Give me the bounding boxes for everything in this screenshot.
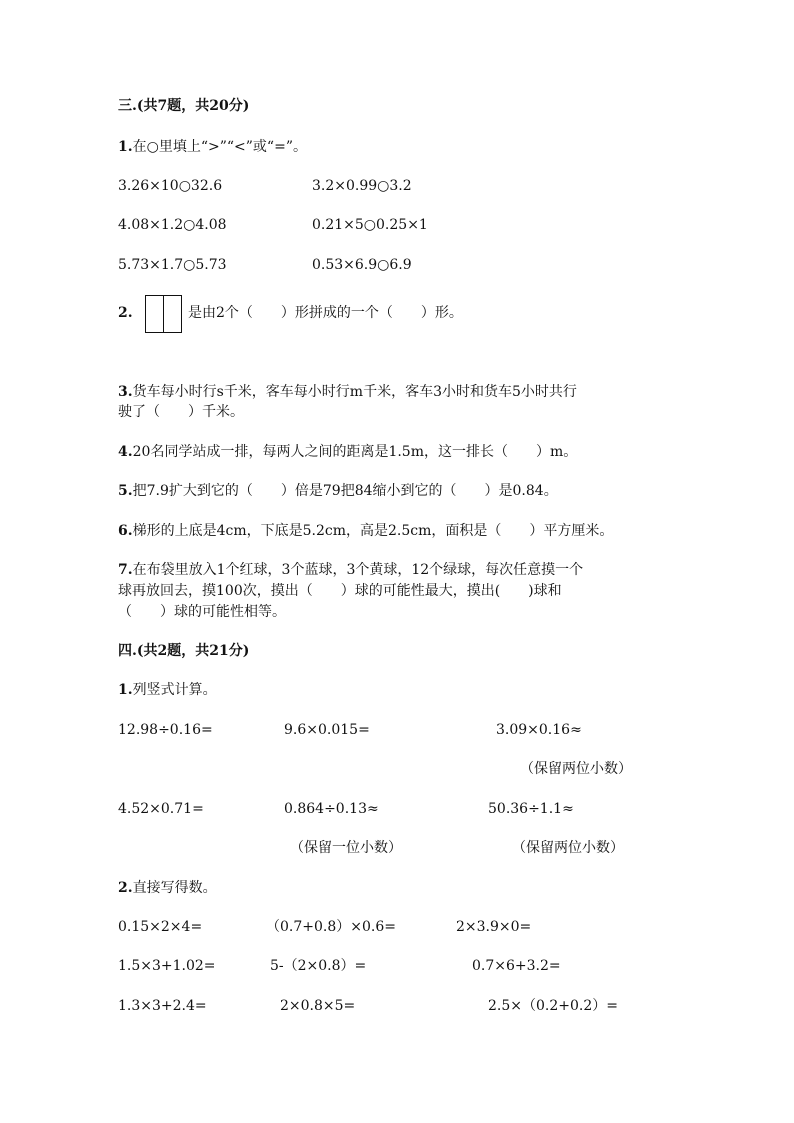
compare-item: 0.21×5○0.25×1 [312, 217, 428, 233]
two-rectangles-figure [145, 295, 183, 333]
question-text: 20名同学站成一排，每两人之间的距离是1.5m，这一排长（ ）m。 [132, 444, 578, 460]
rectangle-left [145, 295, 164, 333]
calc-item: 50.36÷1.1≈ [488, 801, 574, 817]
question-text: 在○里填上“>”“<”或“=”。 [132, 139, 307, 155]
calc-item: 12.98÷0.16= [118, 722, 213, 738]
question-5 [118, 481, 558, 501]
compare-item: 0.53×6.9○6.9 [312, 257, 412, 273]
question-text: 货车每小时行s千米，客车每小时行m千米，客车3小时和货车5小时共行 [132, 384, 577, 400]
question-number: 1. [118, 139, 133, 155]
mental-calc-item: 0.7×6+3.2= [472, 958, 561, 974]
compare-item: 5.73×1.7○5.73 [118, 257, 227, 273]
mental-calc-item: 1.3×3+2.4= [118, 998, 207, 1014]
rounding-note: （保留两位小数） [512, 840, 624, 856]
question-1 [118, 137, 307, 157]
calc-item: 9.6×0.015= [284, 722, 370, 738]
question-number: 4. [118, 444, 133, 460]
section-3-title: 三.(共7题，共20分) [118, 98, 250, 114]
question-number: 5. [118, 483, 133, 499]
question-2 [118, 878, 217, 898]
section-4-title: 四.(共2题，共21分) [118, 643, 250, 659]
question-number: 7. [118, 562, 133, 578]
mental-calc-item: 0.15×2×4= [118, 919, 203, 935]
question-1 [118, 680, 217, 700]
question-text: 列竖式计算。 [132, 682, 217, 698]
compare-item: 3.2×0.99○3.2 [312, 178, 412, 194]
question-text: 驶了（ ）千米。 [118, 404, 244, 420]
question-4 [118, 442, 577, 462]
question-text: （ ）球的可能性相等。 [118, 604, 286, 620]
mental-calc-item: 2×3.9×0= [456, 919, 532, 935]
question-number: 3. [118, 384, 133, 400]
compare-item: 4.08×1.2○4.08 [118, 217, 227, 233]
question-number: 2. [118, 305, 133, 321]
question-3 [118, 382, 577, 402]
question-text: 在布袋里放入1个红球，3个蓝球，3个黄球，12个绿球，每次任意摸一个 [132, 562, 584, 578]
question-text: 把7.9扩大到它的（ ）倍是79把84缩小到它的（ ）是0.84。 [132, 483, 558, 499]
calc-item: 0.864÷0.13≈ [284, 801, 379, 817]
rounding-note: （保留一位小数） [290, 840, 402, 856]
mental-calc-item: 2×0.8×5= [280, 998, 356, 1014]
question-text: 梯形的上底是4cm，下底是5.2cm，高是2.5cm，面积是（ ）平方厘米。 [132, 523, 614, 539]
mental-calc-item: （0.7+0.8）×0.6= [266, 919, 396, 935]
question-number: 1. [118, 682, 133, 698]
question-7 [118, 560, 583, 580]
rounding-note: （保留两位小数） [520, 761, 632, 777]
mental-calc-item: 1.5×3+1.02= [118, 958, 216, 974]
mental-calc-item: 2.5×（0.2+0.2）= [488, 998, 618, 1014]
rectangle-right [163, 295, 182, 333]
question-text: 球再放回去，摸100次，摸出（ ）球的可能性最大，摸出( )球和 [118, 583, 562, 599]
calc-item: 3.09×0.16≈ [496, 722, 582, 738]
question-6 [118, 521, 613, 541]
question-text: 是由2个（ ）形拼成的一个（ ）形。 [188, 305, 463, 321]
question-number: 6. [118, 523, 133, 539]
calc-item: 4.52×0.71= [118, 801, 204, 817]
compare-item: 3.26×10○32.6 [118, 178, 223, 194]
question-number: 2. [118, 880, 133, 896]
mental-calc-item: 5-（2×0.8）= [270, 958, 367, 974]
question-text: 直接写得数。 [132, 880, 217, 896]
